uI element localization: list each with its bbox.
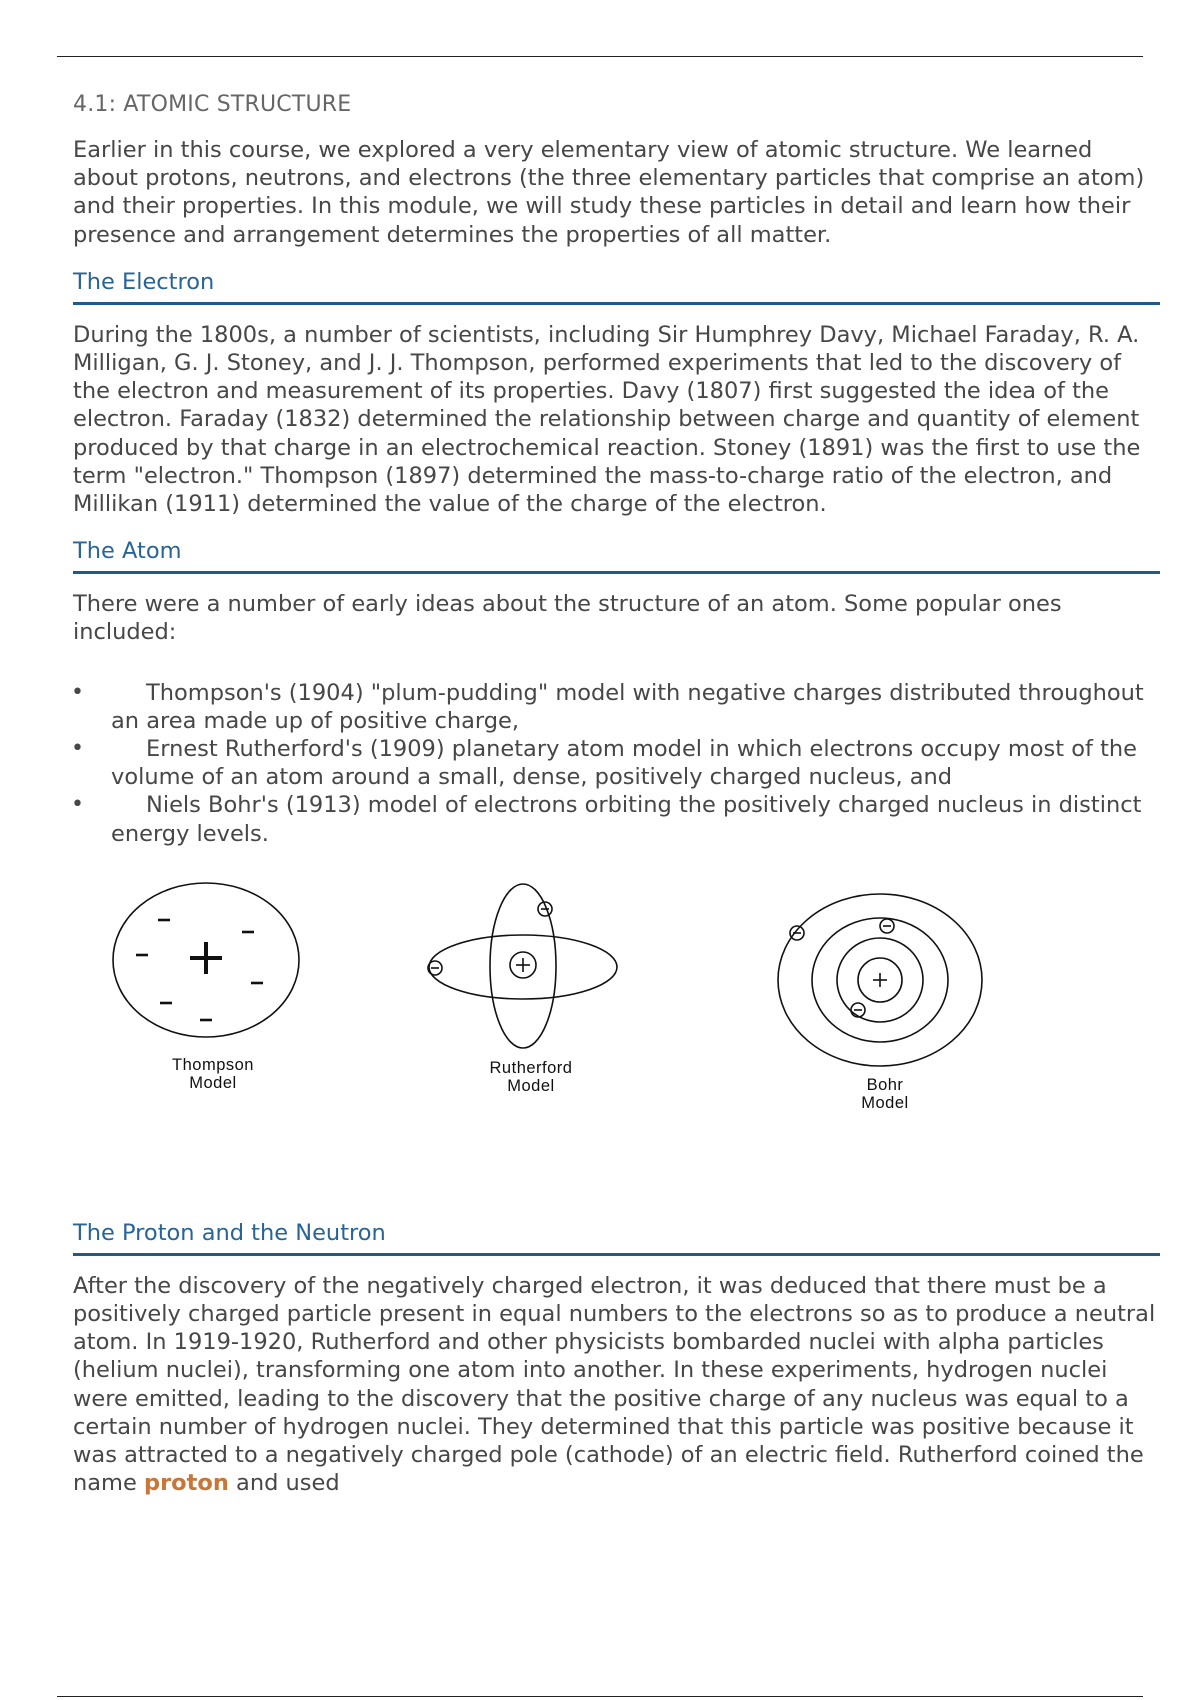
highlight-term-proton: proton bbox=[143, 1470, 229, 1497]
intro-paragraph: Earlier in this course, we explored a very elementary view of atomic structure. We learned about protons, neutrons, and electrons (the three elementary particles that comprise an atom) and their properties. In this module, we will study these particles in detail and learn how their presence and arrangement determines the properties of all matter. bbox=[73, 137, 1145, 248]
bullet-icon: • bbox=[71, 792, 84, 818]
heading-the-atom: The Atom bbox=[73, 538, 1160, 574]
bullet-icon: • bbox=[71, 679, 84, 705]
rutherford-model-diagram bbox=[428, 884, 617, 1048]
atom-paragraph: There were a number of early ideas about the structure of an atom. Some popular ones included: bbox=[73, 591, 1062, 646]
page-kicker: 4.1: ATOMIC STRUCTURE bbox=[73, 92, 352, 117]
electron-paragraph: During the 1800s, a number of scientists, including Sir Humphrey Davy, Michael Faraday, R. A. Milligan, G. J. Stoney, and J. J. Thompson, performed experiments that led to the discovery of the electron and measurement of its properties. Davy (1807) first suggested the idea of the electron. Faraday (1832) determined the relationship between charge and quantity of element produced by that charge in an electrochemical reaction. Stoney (1891) was the first to use the term "electron." Thompson (1897) determined the mass-to-charge ratio of the electron, and Millikan (1911) determined the value of the charge of the electron. bbox=[73, 321, 1141, 518]
atom-models-diagram bbox=[0, 882, 1200, 1202]
bohr-model-diagram bbox=[778, 894, 982, 1066]
bottom-rule bbox=[57, 1696, 1143, 1697]
heading-proton-and-neutron: The Proton and the Neutron bbox=[73, 1220, 1160, 1256]
list-item bbox=[73, 735, 1163, 791]
atom-models-figure bbox=[73, 882, 1163, 1202]
list-item-text: Niels Bohr's (1913) model of electrons orbiting the positively charged nucleus in distinct energy levels. bbox=[111, 792, 1142, 847]
atom-model-list bbox=[73, 679, 1163, 848]
bullet-icon: • bbox=[71, 736, 84, 762]
heading-the-electron: The Electron bbox=[73, 269, 1160, 305]
thompson-model-diagram bbox=[113, 883, 299, 1037]
page-content bbox=[73, 92, 1163, 1497]
list-item bbox=[73, 791, 1163, 847]
list-item-text: Ernest Rutherford's (1909) planetary atom model in which electrons occupy most of the volume of an atom around a small, dense, positively charged nucleus, and bbox=[111, 736, 1137, 791]
thompson-model-label: Thompson Model bbox=[172, 1055, 254, 1092]
proton-paragraph: After the discovery of the negatively charged electron, it was deduced that there must be a positively charged particle present in equal numbers to the electrons so as to produce a neutral atom. In 1919-1920, Rutherford and other physicists bombarded nuclei with alpha particles (helium nuclei), transforming one atom into another. In these experiments, hydrogen nuclei were emitted, leading to the discovery that the positive charge of any nucleus was equal to a certain number of hydrogen nuclei. They determined that this particle was positive because it was attracted to a negatively charged pole (cathode) of an electric field. Rutherford coined the name proton and used bbox=[73, 1272, 1156, 1497]
list-item-text: Thompson's (1904) "plum-pudding" model with negative charges distributed throughout an area made up of positive charge, bbox=[111, 679, 1144, 734]
top-rule bbox=[57, 56, 1143, 57]
bohr-model-label: Bohr Model bbox=[861, 1075, 909, 1112]
rutherford-model-label: Rutherford Model bbox=[489, 1058, 573, 1095]
list-item bbox=[73, 679, 1163, 735]
